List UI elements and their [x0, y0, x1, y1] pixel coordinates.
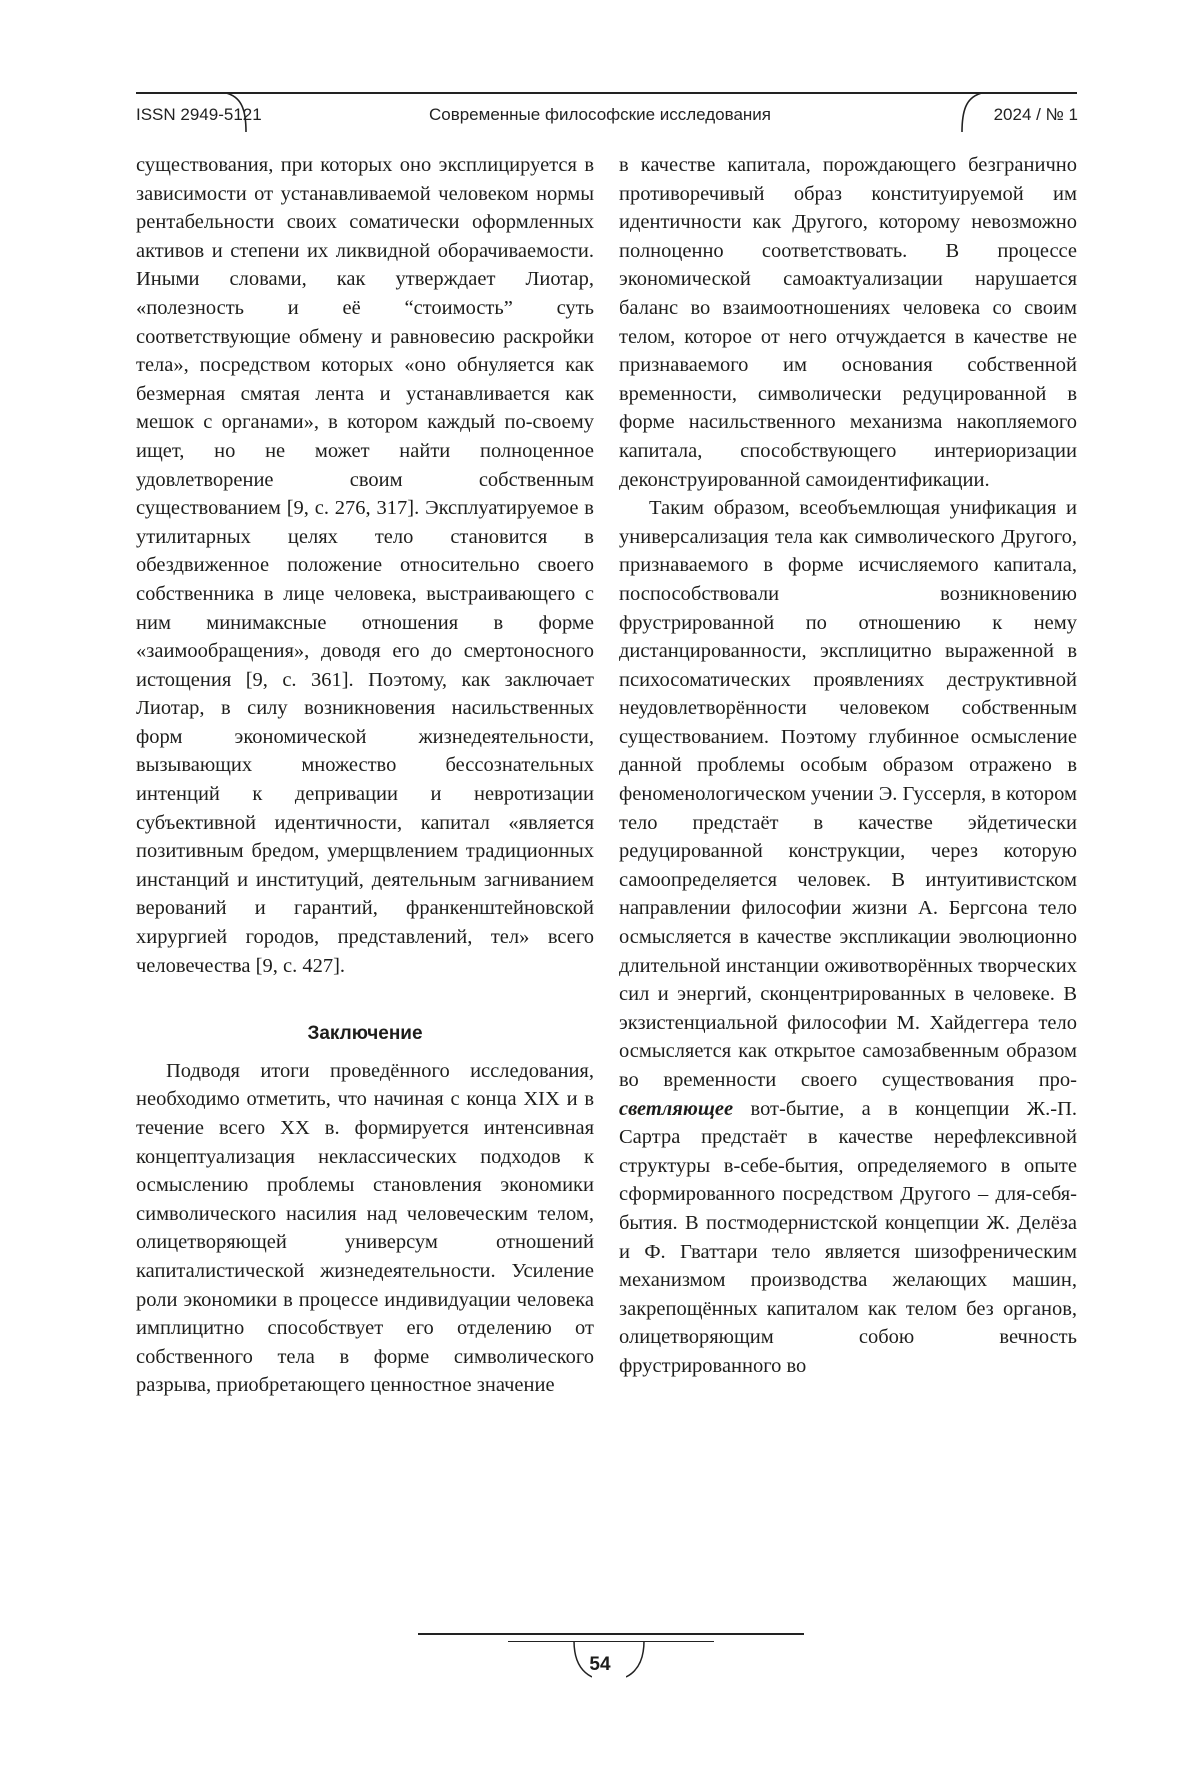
paragraph: [619, 494, 1077, 1380]
issue-label: 2024 / № 1: [993, 105, 1078, 124]
section-heading: Заключение: [307, 1023, 423, 1045]
paragraph-text: Таким образом, всеобъемлющая унификация и универсализация тела как символического Другого, признаваемого в форме исчисляемого капитала, поспособствовали возникновению фрустрированной по отношению к нему дистанцированности, эксплицитно выраженной в психосоматических проявлениях деструктивной неудовлетворённости человеком собственным существованием. Поэтому глубинное осмысление данной проблемы особым образом отражено в феноменологическом учении Э. Гуссерля, в котором тело предстаёт в качестве эйдетически редуцированной конструкции, через которую самоопределяется человек. В интуитивистском направлении философии жизни А. Бергсона тело осмысляется в качестве экспликации эволюционно длительной инстанции оживотворённых творческих сил и энергий, сконцентрированных в человеке. В экзистенциальной философии М. Хайдеггера тело осмысляется как открытое самозабвенным образом во временности своего существования про-: [619, 497, 1077, 1091]
header-rule: [136, 92, 1077, 94]
paragraph: Подводя итоги проведённого исследования, необходимо отметить, что начиная с конца XIX и в течение всего XX в. формируется интенсивная концептуализация неклассических подходов к осмыслению проблемы становления экономики символического насилия над человеческим телом, олицетворяющей универсум отношений капиталистической жизнедеятельности. Усиление роли экономики в процессе индивидуации человека имплицитно способствует его отделению от собственного тела в форме символического разрыва, приобретающего ценностное значение: [136, 1059, 594, 1397]
issn-label: ISSN 2949-5121: [136, 105, 262, 124]
page-number: 54: [589, 1654, 611, 1675]
right-column: [619, 151, 1077, 1381]
footer-rule: [418, 1633, 804, 1635]
paragraph-text: вот-бытие, а в концепции Ж.-П. Сартра предстаёт в качестве нерефлексивной структуры в-себе-бытия, определяемого в опыте сформированного посредством Другого – для-себя-бытия. В постмодернистской концепции Ж. Делёза и Ф. Гваттари тело является шизофреническим механизмом производства желающих машин, закрепощённых капиталом как телом без органов, олицетворяющим собою вечность фрустрированного во: [619, 1097, 1077, 1377]
paragraph: в качестве капитала, порождающего безгранично противоречивый образ конституируемой им идентичности как Другого, которому невозможно полноценно соответствовать. В процессе экономической самоактуализации нарушается баланс во взаимоотношениях человека со своим телом, которое от него отчуждается в качестве не признаваемого им основания собственной временности, символически редуцированной в форме насильственного механизма накопляемого капитала, способствующего интериоризации деконструированной самоидентификации.: [619, 154, 1077, 491]
emphasized-word: светляющее: [619, 1097, 734, 1120]
left-column: [136, 151, 594, 1400]
footer-rule: [508, 1641, 714, 1642]
paragraph: существования, при которых оно эксплицируется в зависимости от устанавливаемой человеком нормы рентабельности своих соматически оформленных активов и степени их ликвидной оборачиваемости. Иными словами, как утверждает Лиотар, «полезность и её “стоимость” суть соответствующие обмену и равновесию раскройки тела», посредством которых «оно обнуляется как безмерная смятая лента и устанавливается как мешок с органами», в котором каждый по-своему ищет, но не может найти полноценное удовлетворение своим собственным существованием [9, с. 276, 317]. Эксплуатируемое в утилитарных целях тело становится в обездвиженное положение относительно своего собственника в лице человека, выстраивающего с ним минимаксные отношения в форме «заимообращения», доводя его до смертоносного истощения [9, с. 361]. Поэтому, как заключает Лиотар, в силу возникновения насильственных форм экономической жизнедеятельности, вызывающих множество бессознательных интенций к депривации и невротизации субъективной идентичности, капитал «является позитивным бредом, умерщвлением традиционных инстанций и институций, деятельным загниванием верований и гарантий, франкенштейновской хирургией городов, представлений, тел» всего человечества [9, с. 427].: [136, 154, 594, 977]
journal-title: Современные философские исследования: [428, 105, 772, 124]
